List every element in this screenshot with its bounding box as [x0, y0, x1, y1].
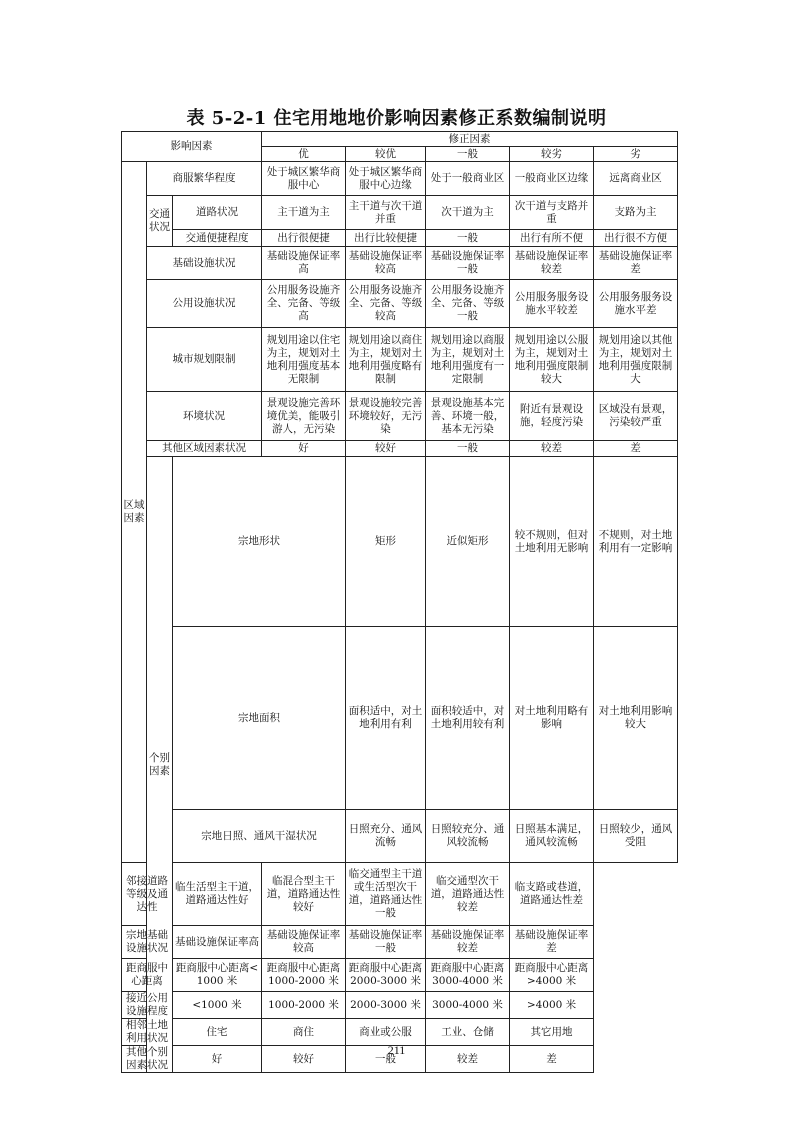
table-cell: 商业或公服: [346, 1019, 426, 1046]
table-cell: 景观设施完善环境优美，能吸引游人，无污染: [262, 392, 346, 441]
table-cell: 规划用途以公服为主，规划对土地利用强度限制较大: [510, 328, 594, 392]
table-cell: 好: [262, 441, 346, 457]
table-cell: 好: [173, 1046, 262, 1073]
table-cell: 主干道与次干道并重: [346, 196, 426, 230]
table-cell: 基础设施保证率较高: [262, 926, 346, 959]
table-cell: 较差: [510, 441, 594, 457]
row-label: 其他个别因素状况: [122, 1046, 173, 1073]
table-cell: 公用服务设施齐全、完备、等级高: [262, 280, 346, 328]
row-label: 宗地面积: [173, 627, 346, 810]
table-cell: 差: [594, 441, 678, 457]
table-cell: 规划用途以商服为主，规划对土地利用强度有一定限制: [426, 328, 510, 392]
table-cell: 日照较少，通风受阻: [594, 810, 678, 863]
table-cell: 面积适中，对土地利用有利: [346, 627, 426, 810]
table-cell: 距商服中心距离 3000-4000 米: [426, 959, 510, 992]
row-label: 道路状况: [173, 196, 262, 230]
table-cell: 临混合型主干道，道路通达性较好: [262, 863, 346, 926]
table-cell: 景观设施较完善环境较好，无污染: [346, 392, 426, 441]
table-cell: 距商服中心距离 2000-3000 米: [346, 959, 426, 992]
row-label: 公用设施状况: [147, 280, 262, 328]
table-cell: 其它用地: [510, 1019, 594, 1046]
table-cell: 基础设施保证率差: [594, 247, 678, 280]
table-title: 表 5-2-1 住宅用地地价影响因素修正系数编制说明: [186, 108, 607, 129]
table-cell: 区域没有景观，污染较严重: [594, 392, 678, 441]
table-cell: 公用服务设施齐全、完备、等级一般: [426, 280, 510, 328]
table-cell: 距商服中心距离 1000-2000 米: [262, 959, 346, 992]
table-cell: 出行很便捷: [262, 230, 346, 247]
table-cell: 基础设施保证率高: [262, 247, 346, 280]
table-cell: 基础设施保证率一般: [346, 926, 426, 959]
table-cell: 对土地利用略有影响: [510, 627, 594, 810]
table-cell: 商住: [262, 1019, 346, 1046]
grade-header: 较优: [346, 147, 426, 162]
table-cell: 差: [510, 1046, 594, 1073]
row-label: 环境状况: [147, 392, 262, 441]
table-cell: 临支路或巷道，道路通达性差: [510, 863, 594, 926]
table-cell: 较好: [262, 1046, 346, 1073]
table-cell: 处于城区繁华商服中心: [262, 162, 346, 196]
table-cell: 处于一般商业区: [426, 162, 510, 196]
row-label: 其他区域因素状况: [147, 441, 262, 457]
table-cell: 次干道与支路并重: [510, 196, 594, 230]
row-label: 商服繁华程度: [147, 162, 262, 196]
table-cell: 1000-2000 米: [262, 992, 346, 1019]
row-label: 基础设施状况: [147, 247, 262, 280]
table-cell: <1000 米: [173, 992, 262, 1019]
grade-header: 较劣: [510, 147, 594, 162]
table-cell: 公用服务设施齐全、完备、等级较高: [346, 280, 426, 328]
row-label: 宗地日照、通风干湿状况: [173, 810, 346, 863]
regional-group-label: 区域 因素: [122, 162, 147, 863]
table-cell: 日照基本满足，通风较流畅: [510, 810, 594, 863]
table-cell: 矩形: [346, 457, 426, 627]
header-factor: 影响因素: [122, 132, 262, 162]
table-cell: 一般: [426, 230, 510, 247]
table-cell: 3000-4000 米: [426, 992, 510, 1019]
table-cell: 出行有所不便: [510, 230, 594, 247]
header-correction: 修正因素: [262, 132, 678, 147]
row-label: 接近公用设施程度: [122, 992, 173, 1019]
row-label: 相邻土地利用状况: [122, 1019, 173, 1046]
table-cell: 一般: [426, 441, 510, 457]
table-cell: 支路为主: [594, 196, 678, 230]
table-cell: 对土地利用影响较大: [594, 627, 678, 810]
table-cell: 临生活型主干道，道路通达性好: [173, 863, 262, 926]
table-cell: 规划用途以其他为主，规划对土地利用强度限制大: [594, 328, 678, 392]
table-cell: 日照较充分、通风较流畅: [426, 810, 510, 863]
individual-group-label: 个别 因素: [147, 457, 173, 1073]
grade-header: 优: [262, 147, 346, 162]
table-cell: 不规则，对土地利用有一定影响: [594, 457, 678, 627]
table-cell: 临交通型主干道或生活型次干道，道路通达性一般: [346, 863, 426, 926]
table-cell: 基础设施保证率较高: [346, 247, 426, 280]
table-cell: 较不规则，但对土地利用无影响: [510, 457, 594, 627]
table-cell: 公用服务服务设施水平较差: [510, 280, 594, 328]
table-cell: 临交通型次干道，道路通达性较差: [426, 863, 510, 926]
row-label: 宗地形状: [173, 457, 346, 627]
table-cell: 工业、仓储: [426, 1019, 510, 1046]
page-number: 211: [387, 1043, 406, 1057]
row-label: 交通便捷程度: [173, 230, 262, 247]
table-cell: >4000 米: [510, 992, 594, 1019]
table-cell: 出行比较便捷: [346, 230, 426, 247]
table-cell: 基础设施保证率一般: [426, 247, 510, 280]
traffic-group-label: 交通 状况: [147, 196, 173, 247]
table-cell: 一般: [346, 1046, 426, 1073]
grade-header: 劣: [594, 147, 678, 162]
table-cell: 较好: [346, 441, 426, 457]
row-label: 距商服中心距离: [122, 959, 173, 992]
table-cell: 景观设施基本完善、环境一般，基本无污染: [426, 392, 510, 441]
table-cell: 较差: [426, 1046, 510, 1073]
table-cell: 出行很不方便: [594, 230, 678, 247]
table-cell: 基础设施保证率较差: [510, 247, 594, 280]
table-cell: 住宅: [173, 1019, 262, 1046]
table-cell: 近似矩形: [426, 457, 510, 627]
table-cell: 距商服中心距离>4000 米: [510, 959, 594, 992]
grade-header: 一般: [426, 147, 510, 162]
table-cell: 基础设施保证率差: [510, 926, 594, 959]
table-cell: 基础设施保证率高: [173, 926, 262, 959]
table-cell: 距商服中心距离<1000 米: [173, 959, 262, 992]
table-cell: 2000-3000 米: [346, 992, 426, 1019]
row-label: 宗地基础设施状况: [122, 926, 173, 959]
table-cell: 处于城区繁华商服中心边缘: [346, 162, 426, 196]
table-cell: 公用服务服务设施水平差: [594, 280, 678, 328]
table-cell: 一般商业区边缘: [510, 162, 594, 196]
table-cell: 附近有景观设施，轻度污染: [510, 392, 594, 441]
table-cell: 规划用途以商住为主，规划对土地利用强度略有限制: [346, 328, 426, 392]
table-cell: 次干道为主: [426, 196, 510, 230]
table-cell: 面积较适中，对土地利用较有利: [426, 627, 510, 810]
table-cell: 规划用途以住宅为主，规划对土地利用强度基本无限制: [262, 328, 346, 392]
table-cell: 主干道为主: [262, 196, 346, 230]
table-cell: 基础设施保证率较差: [426, 926, 510, 959]
factor-table: [121, 131, 678, 1073]
table-cell: 日照充分、通风流畅: [346, 810, 426, 863]
table-cell: 远离商业区: [594, 162, 678, 196]
row-label: 城市规划限制: [147, 328, 262, 392]
row-label: 邻接道路等级及通达性: [122, 863, 173, 926]
